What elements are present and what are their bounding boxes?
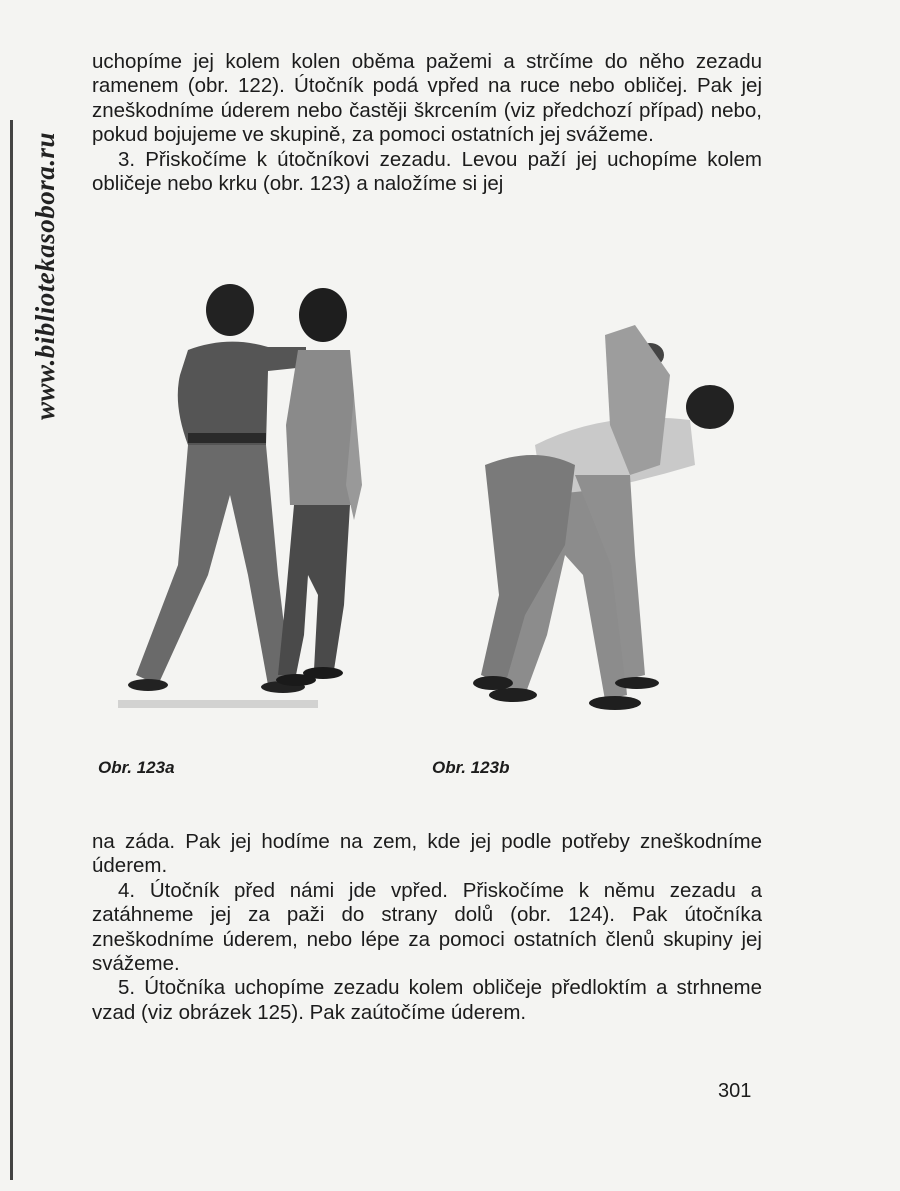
page-spine-shadow <box>10 120 13 1180</box>
photo-figure-123a <box>118 275 378 725</box>
watermark: www.bibliotekasobora.ru <box>30 131 60 420</box>
text-block-bottom <box>92 830 762 1025</box>
figure-caption: Obr. 123a <box>98 758 175 777</box>
paragraph: uchopíme jej kolem kolen oběma pažemi a strčíme do něho zezadu ramenem (obr. 122). Útočník podá vpřed na ruce nebo obličej. Pak jej zneškodníme úderem nebo častěji škrcením (viz předchozí případ) nebo, pokud bojujeme ve skupině, za pomoci ostatních jej svážeme. <box>92 50 762 147</box>
paragraph: 3. Přiskočíme k útočníkovi zezadu. Levou paží jej uchopíme kolem obličeje nebo krku (obr. 123) a naložíme si jej <box>92 147 762 196</box>
figure-caption: Obr. 123b <box>432 758 510 777</box>
text-block-top <box>92 50 762 196</box>
photo-figure-123b <box>455 315 755 720</box>
paragraph: 5. Útočníka uchopíme zezadu kolem obličeje předloktím a strhneme vzad (viz obrázek 125). Pak zaútočíme úderem. <box>92 976 762 1024</box>
paragraph: 4. Útočník před námi jde vpřed. Přiskočíme k němu zezadu a zatáhneme jej za paži do strany dolů (obr. 124). Pak útočníka zneškodníme úderem, nebo lépe za pomoci ostatních členů skupiny jej svážeme. <box>92 878 762 976</box>
page-number: 301 <box>718 1080 752 1102</box>
paragraph: na záda. Pak jej hodíme na zem, kde jej podle potřeby zneškodníme úderem. <box>92 830 762 878</box>
